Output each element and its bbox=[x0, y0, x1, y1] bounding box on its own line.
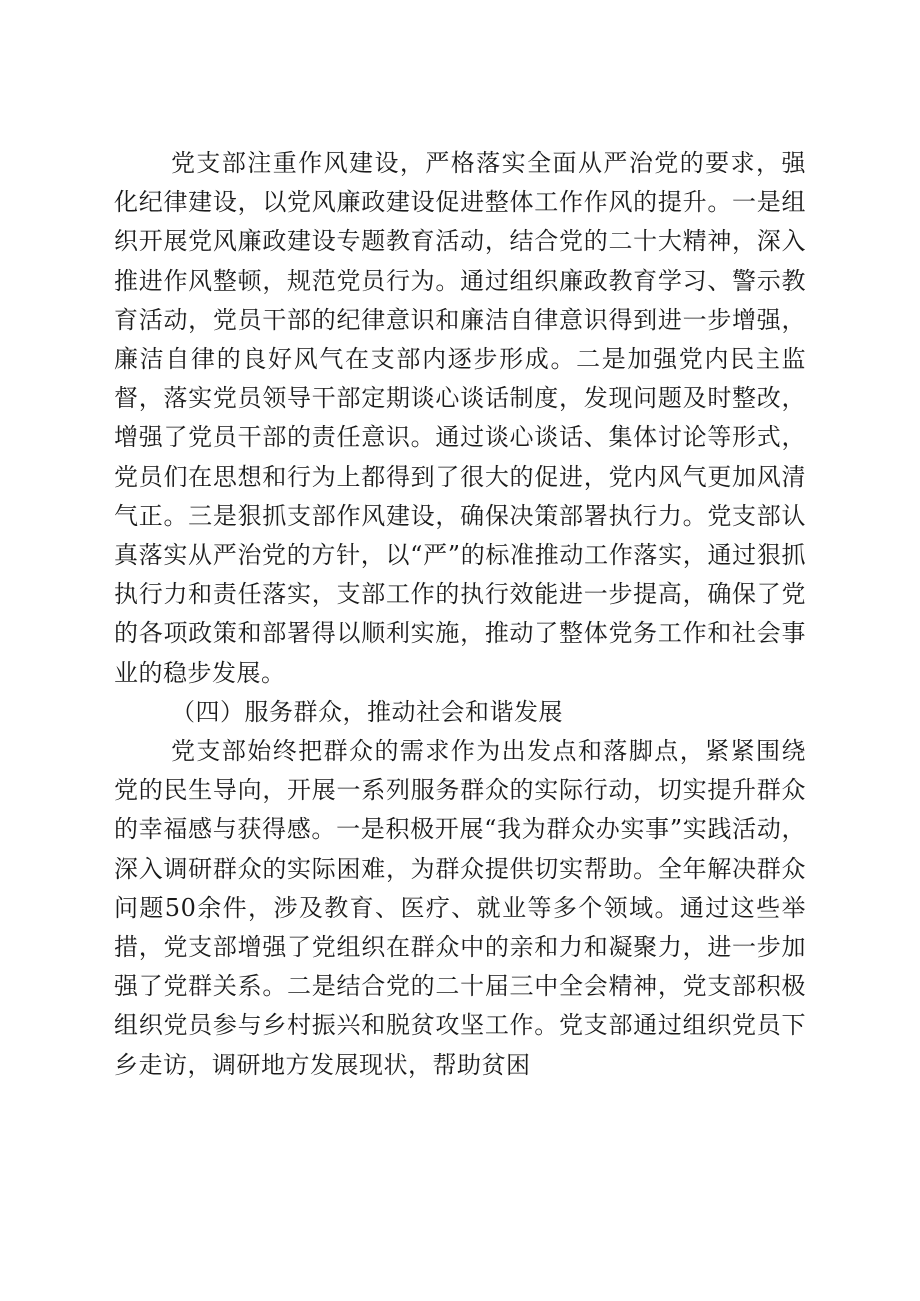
section-heading: （四）服务群众，推动社会和谐发展 bbox=[171, 697, 563, 726]
paragraph-work-style: 党支部注重作风建设，严格落实全面从严治党的要求，强化纪律建设，以党风廉政建设促进整体工作作风的提升。一是组织开展党风廉政建设专题教育活动，结合党的二十大精神，深入推进作风整顿，规范党员行为。通过组织廉政教育学习、警示教育活动，党员干部的纪律意识和廉洁自律意识得到进一步增强，廉洁自律的良好风气在支部内逐步形成。二是加强党内民主监督，落实党员领导干部定期谈心谈话制度，发现问题及时整改，增强了党员干部的责任意识。通过谈心谈话、集体讨论等形式，党员们在思想和行为上都得到了很大的促进，党内风气更加风清气正。三是狠抓支部作风建设，确保决策部署执行力。党支部认真落实从严治党的方针，以“严”的标准推动工作落实，通过狠抓执行力和责任落实，支部工作的执行效能进一步提高，确保了党的各项政策和部署得以顺利实施，推动了整体党务工作和社会事业的稳步发展。 bbox=[114, 149, 806, 687]
document-body bbox=[114, 144, 806, 1085]
paragraph-serve-masses: 党支部始终把群众的需求作为出发点和落脚点，紧紧围绕党的民生导向，开展一系列服务群众的实际行动，切实提升群众的幸福感与获得感。一是积极开展“我为群众办实事”实践活动，深入调研群众的实际困难，为群众提供切实帮助。全年解决群众问题50余件，涉及教育、医疗、就业等多个领域。通过这些举措，党支部增强了党组织在群众中的亲和力和凝聚力，进一步加强了党群关系。二是结合党的二十届三中全会精神，党支部积极组织党员参与乡村振兴和脱贫攻坚工作。党支部通过组织党员下乡走访，调研地方发展现状，帮助贫困 bbox=[114, 737, 806, 1079]
